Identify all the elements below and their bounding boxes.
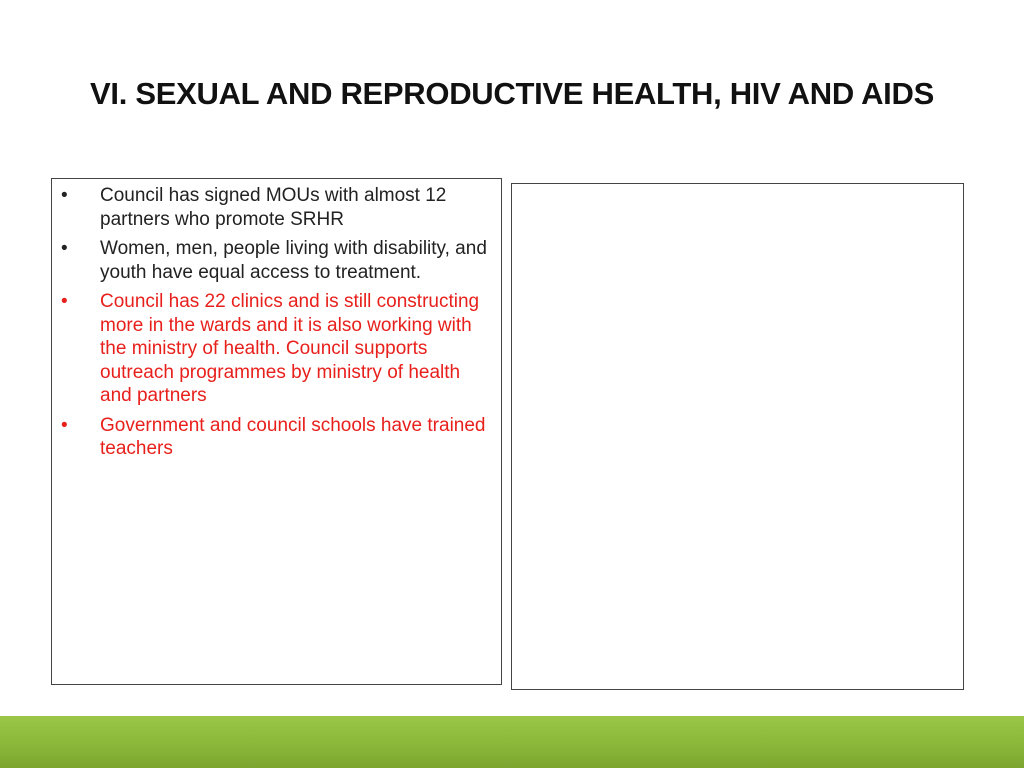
image-placeholder-box	[511, 183, 964, 690]
bullet-item	[52, 414, 503, 461]
bullet-text: Government and council schools have trained teachers	[100, 414, 486, 459]
footer-green-bar	[0, 716, 1024, 768]
bullet-item	[52, 237, 503, 284]
bullet-dot-icon: •	[61, 238, 68, 259]
bullet-list	[52, 184, 503, 467]
slide-title: VI. SEXUAL AND REPRODUCTIVE HEALTH, HIV AND AIDS	[90, 76, 934, 111]
bullet-text: Women, men, people living with disability, and youth have equal access to treatment.	[100, 238, 487, 283]
bullet-text: Council has 22 clinics and is still constructing more in the wards and it is also working with the ministry of health. Council supports outreach programmes by ministry of health and partners	[100, 291, 480, 406]
bullet-dot-icon: •	[61, 291, 68, 312]
bullet-dot-icon: •	[61, 414, 68, 436]
content-text-box	[51, 178, 502, 685]
bullet-dot-icon: •	[61, 185, 68, 206]
bullet-text: Council has signed MOUs with almost 12 partners who promote SRHR	[100, 185, 447, 230]
bullet-item	[52, 290, 503, 408]
bullet-item	[52, 184, 503, 231]
